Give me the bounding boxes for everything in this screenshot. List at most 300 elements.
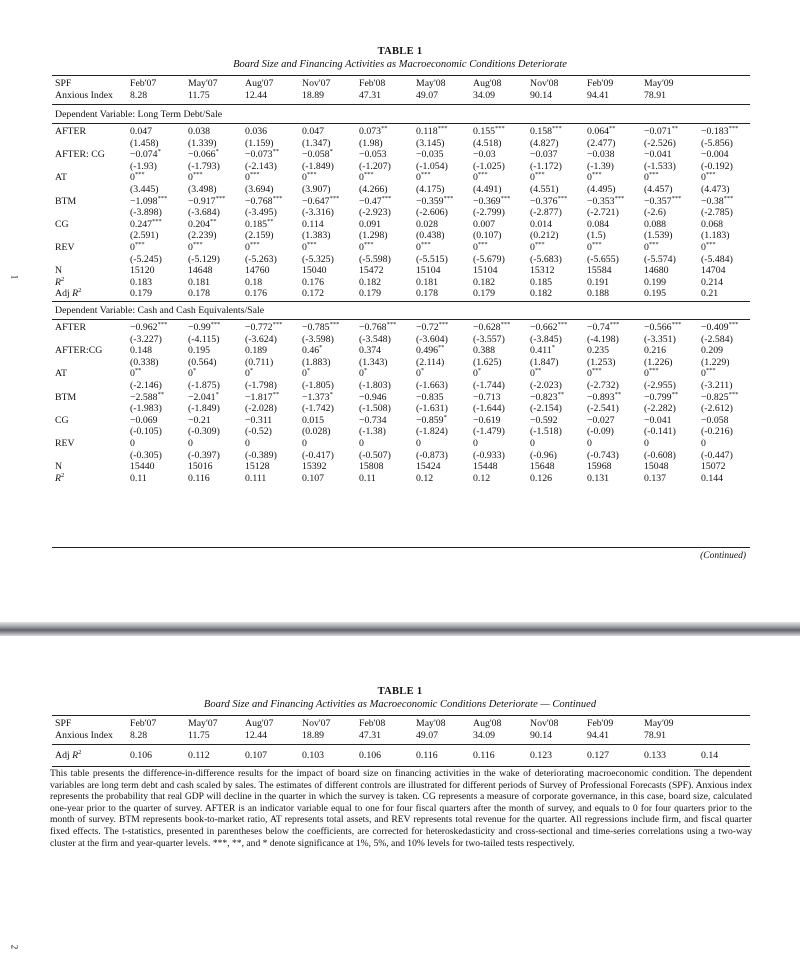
table-cell: (2.159) <box>245 230 274 242</box>
table-cell: (-2.282) <box>644 403 676 415</box>
table-cell: −0.647*** <box>302 194 340 207</box>
table-cell: (-3.495) <box>245 207 277 219</box>
header-cell: 78.91 <box>644 89 667 101</box>
table-cell: (-2.154) <box>530 403 562 415</box>
page-number: 2 <box>9 944 20 950</box>
significance-stars: * <box>443 413 447 421</box>
panel-title-cash: Dependent Variable: Cash and Cash Equivalents/Sale <box>55 305 265 316</box>
table-cell: 0.182 <box>473 276 496 288</box>
table-cell: 0.11 <box>359 472 376 484</box>
significance-stars: *** <box>438 321 449 328</box>
row-label: AFTER:CG <box>55 345 103 357</box>
table-cell: 0.106 <box>130 750 153 761</box>
significance-stars: * <box>477 367 482 375</box>
table-cell: 0.411* <box>530 344 555 357</box>
adj-r2-row <box>52 750 750 762</box>
table-cell: (-1.983) <box>130 403 162 415</box>
row-label: SPF <box>55 718 72 729</box>
significance-stars: ** <box>671 125 679 132</box>
header-cell: 47.31 <box>359 729 382 741</box>
table-cell: 0 <box>302 437 307 449</box>
table-cell: (2.591) <box>130 230 159 242</box>
table-row-btm <box>52 392 750 404</box>
table-cell: 15392 <box>302 461 327 473</box>
table-cell: 0*** <box>188 171 203 184</box>
significance-stars: *** <box>386 321 397 328</box>
table-cell: (0.028) <box>302 426 331 438</box>
significance-stars: *** <box>272 321 283 328</box>
table-cell: 0.178 <box>188 288 211 300</box>
table-cell: 0.158*** <box>530 125 562 137</box>
significance-stars: *** <box>443 194 454 202</box>
significance-stars: *** <box>495 125 505 132</box>
table-cell: 0*** <box>245 240 260 253</box>
table-cell: 15312 <box>530 265 555 277</box>
table-row-adj-r2 <box>52 750 750 762</box>
header-cell: 94.41 <box>587 89 610 101</box>
table-cell: 0.11 <box>130 472 147 484</box>
table-cell: 0.073** <box>359 125 388 137</box>
table-cell: 0.014 <box>530 218 553 230</box>
table-cell: (-3.598) <box>302 333 334 345</box>
table-cell: (4.473) <box>701 183 730 195</box>
header-cell: Feb'08 <box>359 718 386 729</box>
significance-stars: *** <box>329 321 340 328</box>
table-row-n <box>52 265 750 277</box>
table-cell: 0* <box>302 367 311 380</box>
top-rule <box>52 715 750 716</box>
table-cell: −0.041 <box>644 414 672 426</box>
table-cell: (-3.604) <box>416 333 448 345</box>
table-cell: 0.235 <box>587 345 610 357</box>
significance-stars: *** <box>272 194 283 202</box>
table-cell: 0.112 <box>188 750 210 761</box>
header-cell: Nov'07 <box>302 78 331 89</box>
table-cell: (0.438) <box>416 230 445 242</box>
header-cell: 49.07 <box>416 729 439 741</box>
table-cell: (-0.933) <box>473 449 505 461</box>
table-cell: −0.359*** <box>416 194 454 207</box>
table-cell: 0*** <box>302 240 317 253</box>
table-cell: 0.111 <box>245 472 267 484</box>
row-label: REV <box>55 241 75 253</box>
table-cell: −0.409*** <box>701 321 739 333</box>
table-cell: −0.825*** <box>701 390 739 403</box>
table-cell: −0.004 <box>701 149 729 161</box>
significance-stars: ** <box>157 390 165 398</box>
significance-stars: ** <box>557 390 565 398</box>
table-cell: 0.181 <box>416 276 439 288</box>
significance-stars: *** <box>728 321 739 328</box>
panel-title-long-term-debt: Dependent Variable: Long Term Debt/Sale <box>55 109 223 120</box>
table-cell: (4.551) <box>530 183 559 195</box>
table-row-tstat <box>52 254 750 266</box>
header-cell: 34.09 <box>473 89 496 101</box>
header-cell: Feb'07 <box>130 78 157 89</box>
table-cell: (-2.612) <box>701 403 733 415</box>
header-cell: Aug'08 <box>473 718 502 729</box>
table-cell: (1.229) <box>701 356 730 368</box>
table-row-tstat <box>52 426 750 438</box>
table-cell: (-1.849) <box>188 403 220 415</box>
table-cell: (4.495) <box>587 183 616 195</box>
table-cell: 0.181 <box>188 276 211 288</box>
table-cell: (0.107) <box>473 230 502 242</box>
significance-stars: *** <box>363 171 374 179</box>
header-row-anxious-index <box>52 90 750 102</box>
table-cell: (-5.679) <box>473 253 505 265</box>
table-cell: 0.155*** <box>473 125 505 137</box>
table-cell: 0.144 <box>701 472 724 484</box>
significance-stars: *** <box>614 194 625 202</box>
significance-stars: *** <box>306 240 317 248</box>
table-cell: 15120 <box>130 265 155 277</box>
table-cell: (1.847) <box>530 356 559 368</box>
table-cell: 0*** <box>473 171 488 184</box>
table-cell: −0.38*** <box>701 194 734 207</box>
table-cell: 0.131 <box>587 472 610 484</box>
table-cell: 0.189 <box>245 345 268 357</box>
table-row-tstat <box>52 357 750 369</box>
table-cell: −0.038 <box>587 149 615 161</box>
table-title: TABLE 1 <box>377 46 423 57</box>
panel-rule <box>52 123 750 124</box>
table-cell: 0.191 <box>587 276 610 288</box>
table-cell: 0.116 <box>473 750 495 761</box>
header-cell: 78.91 <box>644 729 667 741</box>
table-cell: 0.374 <box>359 345 382 357</box>
significance-stars: *** <box>591 367 602 375</box>
header-cell: Feb'07 <box>130 718 157 729</box>
header-cell: 12.44 <box>245 89 268 101</box>
table-cell: (4.175) <box>416 183 445 195</box>
table-cell: (-0.417) <box>302 449 334 461</box>
table-cell: (-1.508) <box>359 403 391 415</box>
table-cell: (-1.38) <box>359 426 386 438</box>
table-cell: 0.116 <box>416 750 438 761</box>
significance-stars: * <box>329 148 333 156</box>
table-row-tstat <box>52 161 750 173</box>
table-cell: (-1.875) <box>188 379 220 391</box>
header-cell: Nov'08 <box>530 78 559 89</box>
table-cell: 15104 <box>473 265 498 277</box>
table-cell: −0.376*** <box>530 194 568 207</box>
table-cell: 0 <box>416 437 421 449</box>
table-cell: −0.47*** <box>359 194 392 207</box>
table-cell: 0*** <box>644 171 659 184</box>
table-cell: 0.179 <box>473 288 496 300</box>
table-cell: (-5.856) <box>701 137 733 149</box>
table-cell: 0.036 <box>245 126 268 137</box>
table-cell: (-1.824) <box>416 426 448 438</box>
significance-stars: *** <box>157 321 168 328</box>
table-cell: −0.21 <box>188 414 211 426</box>
table-cell: (-1.93) <box>130 160 157 172</box>
table-cell: 0.182 <box>530 288 553 300</box>
significance-stars: *** <box>705 367 716 375</box>
table-cell: 0*** <box>701 367 716 380</box>
table-cell: (1.253) <box>587 356 616 368</box>
table-cell: (1.183) <box>701 230 730 242</box>
table-cell: −0.035 <box>416 149 444 161</box>
table-cell: (-0.743) <box>587 449 619 461</box>
table-cell: (-5.515) <box>416 253 448 265</box>
row-label: BTM <box>55 391 77 403</box>
table-cell: 0 <box>530 437 535 449</box>
table-cell: −0.027 <box>587 414 615 426</box>
table-cell: 0.46* <box>302 344 323 357</box>
table-cell: 0.18 <box>245 276 263 288</box>
table-cell: −0.713 <box>473 391 501 403</box>
continued-note: (Continued) <box>700 551 746 561</box>
table-cell: (-5.574) <box>644 253 676 265</box>
significance-stars: *** <box>591 171 602 179</box>
table-cell: −0.628*** <box>473 321 511 333</box>
table-cell: 0*** <box>416 240 431 253</box>
table-cell: 0.12 <box>473 472 491 484</box>
table-cell: (-1.805) <box>302 379 334 391</box>
table-cell: 0 <box>701 437 706 449</box>
table-cell: (3.907) <box>302 183 331 195</box>
table-cell: 0* <box>359 367 368 380</box>
table-cell: −0.835 <box>416 391 444 403</box>
table-row-rev <box>52 242 750 254</box>
table-cell: −0.369*** <box>473 194 511 207</box>
significance-stars: * <box>306 367 311 375</box>
table-cell: (0.711) <box>245 356 274 368</box>
significance-stars: *** <box>134 171 145 179</box>
significance-stars: * <box>363 367 368 375</box>
table-cell: 0.183 <box>130 276 153 288</box>
table-cell: (-2.877) <box>530 207 562 219</box>
table-cell: 0.116 <box>188 472 210 484</box>
table-cell: 0*** <box>587 240 602 253</box>
table-cell: −0.058* <box>302 148 333 161</box>
table-cell: −0.859* <box>416 413 447 426</box>
table-cell: (1.883) <box>302 356 331 368</box>
table-cell: −1.817** <box>245 390 280 403</box>
table-cell: (1.298) <box>359 230 388 242</box>
table-cell: −0.069 <box>130 414 158 426</box>
table-cell: 0.007 <box>473 218 496 230</box>
table-cell: 0.185 <box>530 276 553 288</box>
table-row-tstat <box>52 403 750 415</box>
significance-stars: * <box>215 148 219 156</box>
header-cell: 18.89 <box>302 89 325 101</box>
table-cell: 0.182 <box>359 276 382 288</box>
table-cell: (-2.143) <box>245 160 277 172</box>
table-cell: −0.917*** <box>188 194 226 207</box>
significance-stars: *** <box>192 240 203 248</box>
table-cell: 0 <box>473 437 478 449</box>
table-cell: 0 <box>188 437 193 449</box>
table-cell: 0.064** <box>587 125 616 137</box>
significance-stars: *** <box>420 240 431 248</box>
table-cell: 0 <box>359 437 364 449</box>
table-row-after-cg <box>52 345 750 357</box>
table-row-at <box>52 368 750 380</box>
table-cell: 0.496** <box>416 344 445 357</box>
table-cell: 0*** <box>587 171 602 184</box>
table-cell: −0.03 <box>473 149 496 161</box>
table-cell: 0.209 <box>701 345 724 357</box>
table-cell: (-3.227) <box>130 333 162 345</box>
table-cell: 0*** <box>644 240 659 253</box>
table-cell: (1.159) <box>245 137 274 149</box>
row-label: N <box>55 461 63 473</box>
page-number: 1 <box>9 274 20 280</box>
table-cell: 0.103 <box>302 750 325 761</box>
table-cell: (-0.09) <box>587 426 614 438</box>
table-cell: 0.038 <box>188 126 211 137</box>
header-cell: Feb'08 <box>359 78 386 89</box>
header-cell: 8.28 <box>130 729 148 741</box>
table-cell: −0.72*** <box>416 321 449 333</box>
table-cell: 14648 <box>188 265 213 277</box>
header-cell: Aug'08 <box>473 78 502 89</box>
table-cell: (1.347) <box>302 137 331 149</box>
table-header <box>52 718 750 741</box>
table-cell: 15448 <box>473 461 498 473</box>
table-cell: 0.216 <box>644 345 667 357</box>
table-cell: −0.566*** <box>644 321 682 333</box>
table-cell: (-1.533) <box>644 160 676 172</box>
table-cell: 0.028 <box>416 218 439 230</box>
header-cell: 47.31 <box>359 89 382 101</box>
table-cell: 0.047 <box>302 126 325 137</box>
table-cell: −0.734 <box>359 414 387 426</box>
header-cell: 8.28 <box>130 89 148 101</box>
table-cell: 0.176 <box>245 288 268 300</box>
table-cell: (1.5) <box>587 230 606 242</box>
table-cell: 0.12 <box>416 472 434 484</box>
table-cell: (-0.96) <box>530 449 557 461</box>
table-cell: −0.772*** <box>245 321 283 333</box>
table-cell: (-0.141) <box>644 426 676 438</box>
significance-stars: *** <box>723 194 734 202</box>
table-cell: (-2.955) <box>644 379 676 391</box>
header-cell: May'07 <box>188 718 218 729</box>
table-cell: 15072 <box>701 461 726 473</box>
table-cell: (-0.447) <box>701 449 733 461</box>
significance-stars: *** <box>500 194 511 202</box>
table-cell: −0.962*** <box>130 321 168 333</box>
header-cell: Aug'07 <box>245 78 274 89</box>
table-cell: 0.178 <box>416 288 439 300</box>
significance-stars: *** <box>477 171 488 179</box>
panel-cash <box>52 322 750 484</box>
table-cell: (1.625) <box>473 356 502 368</box>
table-cell: (-0.105) <box>130 426 162 438</box>
table-row-r2 <box>52 473 750 485</box>
row-label: CG <box>55 218 69 230</box>
table-cell: −0.041 <box>644 149 672 161</box>
significance-stars: * <box>192 367 197 375</box>
header-cell: 18.89 <box>302 729 325 741</box>
table-cell: (-0.192) <box>701 160 733 172</box>
table-cell: 0.015 <box>302 414 325 426</box>
significance-stars: * <box>551 344 555 352</box>
table-cell: 0* <box>416 367 425 380</box>
page-2 <box>0 636 800 978</box>
header-cell: 11.75 <box>188 89 210 101</box>
table-cell: 0.107 <box>245 750 268 761</box>
significance-stars: *** <box>705 171 716 179</box>
table-cell: 0*** <box>530 240 545 253</box>
header-cell: Nov'07 <box>302 718 331 729</box>
table-cell: 14760 <box>245 265 270 277</box>
table-row-after <box>52 126 750 138</box>
table-cell: 15128 <box>245 461 270 473</box>
table-cell: 0*** <box>130 240 145 253</box>
significance-stars: *** <box>381 194 392 202</box>
row-label: AT <box>55 368 67 380</box>
table-cell: (-0.216) <box>701 426 733 438</box>
bottom-rule <box>52 547 750 548</box>
table-cell: (-1.172) <box>530 160 562 172</box>
table-cell: 0*** <box>130 171 145 184</box>
table-cell: (-3.624) <box>245 333 277 345</box>
table-cell: (0.212) <box>530 230 559 242</box>
table-cell: 0.068 <box>701 218 724 230</box>
significance-stars: *** <box>215 194 226 202</box>
table-cell: (-0.305) <box>130 449 162 461</box>
row-label: AFTER: CG <box>55 149 105 161</box>
row-label: CG <box>55 414 69 426</box>
table-cell: (-0.309) <box>188 426 220 438</box>
table-cell: 0.084 <box>587 218 610 230</box>
table-cell: (0.564) <box>188 356 217 368</box>
table-cell: −0.823** <box>530 390 565 403</box>
header-cell: Feb'09 <box>587 78 614 89</box>
table-cell: (-1.518) <box>530 426 562 438</box>
table-cell: 15040 <box>302 265 327 277</box>
table-cell: 14704 <box>701 265 726 277</box>
header-rule <box>52 104 750 105</box>
significance-stars: *** <box>477 240 488 248</box>
table-row-tstat <box>52 450 750 462</box>
table-cell: (-2.584) <box>701 333 733 345</box>
table-cell: (-0.397) <box>188 449 220 461</box>
header-cell: May'08 <box>416 718 446 729</box>
table-cell: (-1.849) <box>302 160 334 172</box>
table-subtitle: Board Size and Financing Activities as Macroeconomic Conditions Deteriorate <box>233 59 567 70</box>
significance-stars: ** <box>614 390 622 398</box>
table-cell: 0.188 <box>587 288 610 300</box>
table-cell: (3.694) <box>245 183 274 195</box>
header-cell: Nov'08 <box>530 718 559 729</box>
table-cell: −0.058 <box>701 414 729 426</box>
panel-rule <box>52 319 750 320</box>
table-cell: 0.047 <box>130 126 153 137</box>
row-label: Anxious Index <box>55 729 113 741</box>
significance-stars: *** <box>648 240 659 248</box>
table-cell: 0.106 <box>359 750 382 761</box>
table-cell: (-2.785) <box>701 207 733 219</box>
table-cell: 0.204** <box>188 217 217 230</box>
table-cell: (-5.598) <box>359 253 391 265</box>
table-cell: (2.239) <box>188 230 217 242</box>
header-cell: 90.14 <box>530 89 553 101</box>
table-cell: 15104 <box>416 265 441 277</box>
significance-stars: *** <box>249 240 260 248</box>
table-cell: 0*** <box>416 171 431 184</box>
table-cell: 0.21 <box>701 288 719 300</box>
table-cell: 0*** <box>701 171 716 184</box>
significance-stars: *** <box>500 321 511 328</box>
table-cell: 0.172 <box>302 288 325 300</box>
significance-stars: ** <box>381 125 388 132</box>
